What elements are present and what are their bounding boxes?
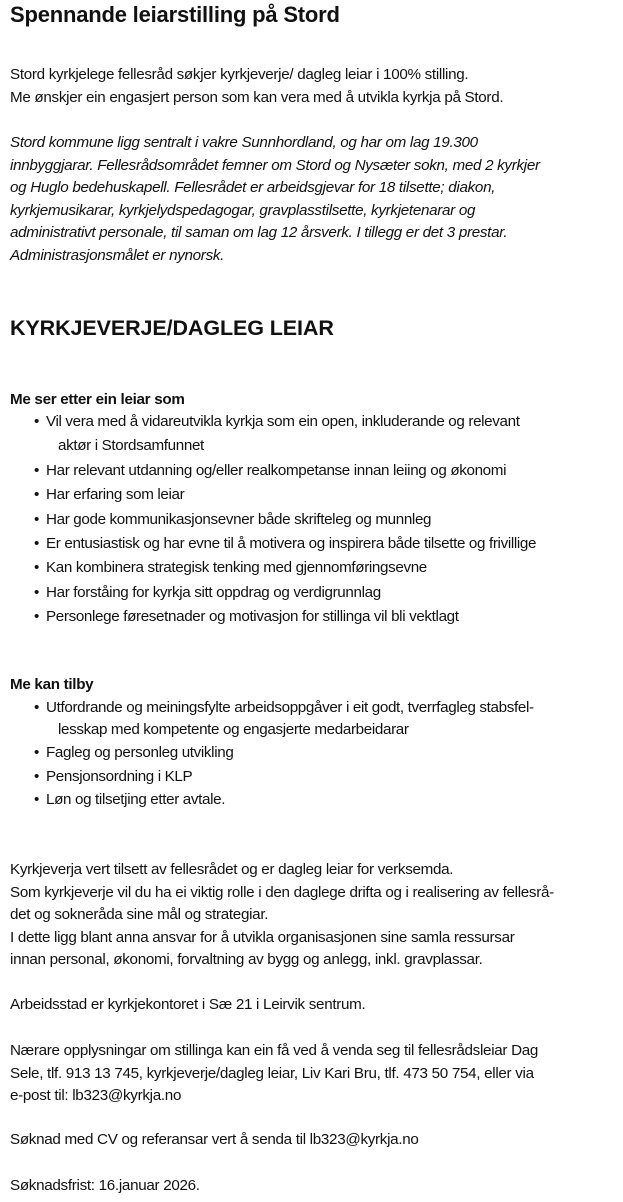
list-item: • Har erfaring som leiar — [32, 483, 536, 507]
offer-list — [32, 697, 534, 812]
bullet-icon: • — [34, 486, 39, 504]
page-title: Spennande leiarstilling på Stord — [10, 2, 340, 27]
list-item: • Har forståing for kyrkja sitt oppdrag og verdigrunnlag — [32, 581, 536, 605]
contact-paragraph — [10, 1040, 620, 1108]
list-item: • Har gode kommunikasjonsevner både skrifteleg og munnleg — [32, 508, 536, 532]
seeking-heading: Me ser etter ein leiar som — [10, 391, 185, 408]
intro-line: Me ønskjer ein engasjert person som kan vera med å utvikla kyrkja på Stord. — [10, 88, 504, 106]
deadline-text: Søknadsfrist: 16.januar 2026. — [10, 1177, 200, 1194]
bullet-icon: • — [34, 608, 39, 626]
application-text: Søknad med CV og referansar vert å senda til lb323@kyrkja.no — [10, 1131, 419, 1148]
list-item: • Er entusiastisk og har evne til å motivera og inspirera både tilsette og frivillige — [32, 532, 536, 556]
list-item: • Løn og tilsetjing etter avtale. — [32, 788, 534, 812]
role-paragraph — [10, 859, 620, 972]
intro-line: Stord kyrkjelege fellesråd søkjer kyrkjeverje/ dagleg leiar i 100% stilling. — [10, 66, 469, 83]
about-line: Administrasjonsmålet er nynorsk. — [10, 246, 225, 264]
contact-line: Sele, tlf. 913 13 745, kyrkjeverje/dagleg leiar, Liv Kari Bru, tlf. 473 50 754, eller via — [10, 1064, 534, 1082]
list-item: • Fagleg og personleg utvikling — [32, 741, 534, 765]
bullet-icon: • — [34, 535, 39, 553]
seeking-list — [32, 410, 536, 630]
offer-heading: Me kan tilby — [10, 676, 94, 693]
bullet-icon: • — [34, 699, 39, 716]
list-item: • Personlege føresetnader og motivasjon for stillinga vil bli vektlagt — [32, 605, 536, 629]
role-line: det og sokneråda sine mål og strategiar. — [10, 906, 269, 924]
bullet-icon: • — [34, 583, 39, 601]
workplace-text: Arbeidsstad er kyrkjekontoret i Sæ 21 i Leirvik sentrum. — [10, 996, 366, 1013]
list-item: • Vil vera med å vidareutvikla kyrkja som ein open, inkluderande og relevant aktør i Stordsamfunnet — [32, 410, 536, 459]
bullet-icon: • — [34, 413, 39, 430]
intro-paragraph — [10, 64, 620, 109]
about-line: administrativt personale, til saman om lag 12 årsverk. I tillegg er det 3 prestar. — [10, 224, 508, 242]
about-line: og Huglo bedehuskapell. Fellesrådet er arbeidsgjevar for 18 tilsette; diakon, — [10, 179, 496, 197]
contact-line: Nærare opplysningar om stillinga kan ein få ved å venda seg til fellesrådsleiar Dag — [10, 1042, 539, 1059]
about-line: Stord kommune ligg sentralt i vakre Sunnhordland, og har om lag 19.300 — [10, 134, 478, 151]
bullet-icon: • — [34, 559, 39, 577]
list-item: • Har relevant utdanning og/eller realkompetanse innan leiing og økonomi — [32, 459, 536, 483]
list-item: • Utfordrande og meiningsfylte arbeidsoppgåver i eit godt, tverrfagleg stabsfel- lesskap med kompetente og engasjerte medarbeidarar — [34, 699, 534, 738]
list-item: • Pensjonsordning i KLP — [32, 765, 534, 789]
bullet-icon: • — [34, 461, 39, 479]
list-item: • Kan kombinera strategisk tenking med gjennomføringsevne — [32, 556, 536, 580]
position-heading: KYRKJEVERJE/DAGLEG LEIAR — [10, 316, 334, 340]
contact-email-line: e-post til: lb323@kyrkja.no — [10, 1087, 182, 1105]
about-line: innbyggjarar. Fellesrådsområdet femner om Stord og Nysæter sokn, med 2 kyrkjer — [10, 156, 540, 174]
role-line: I dette ligg blant anna ansvar for å utvikla organisasjonen sine samla ressursar — [10, 928, 515, 946]
bullet-icon: • — [34, 767, 39, 785]
role-line: Kyrkjeverja vert tilsett av fellesrådet og er dagleg leiar for verksemda. — [10, 861, 454, 878]
role-line: innan personal, økonomi, forvaltning av bygg og anlegg, inkl. gravplassar. — [10, 951, 483, 969]
role-line: Som kyrkjeverje vil du ha ei viktig rolle i den daglege drifta og i realisering av fellesrå- — [10, 883, 554, 901]
bullet-icon: • — [34, 744, 39, 761]
about-paragraph — [10, 132, 620, 268]
about-line: kyrkjemusikarar, kyrkjelydspedagogar, gravplasstilsette, kyrkjetenarar og — [10, 201, 476, 219]
bullet-icon: • — [34, 791, 39, 808]
bullet-icon: • — [34, 510, 39, 528]
